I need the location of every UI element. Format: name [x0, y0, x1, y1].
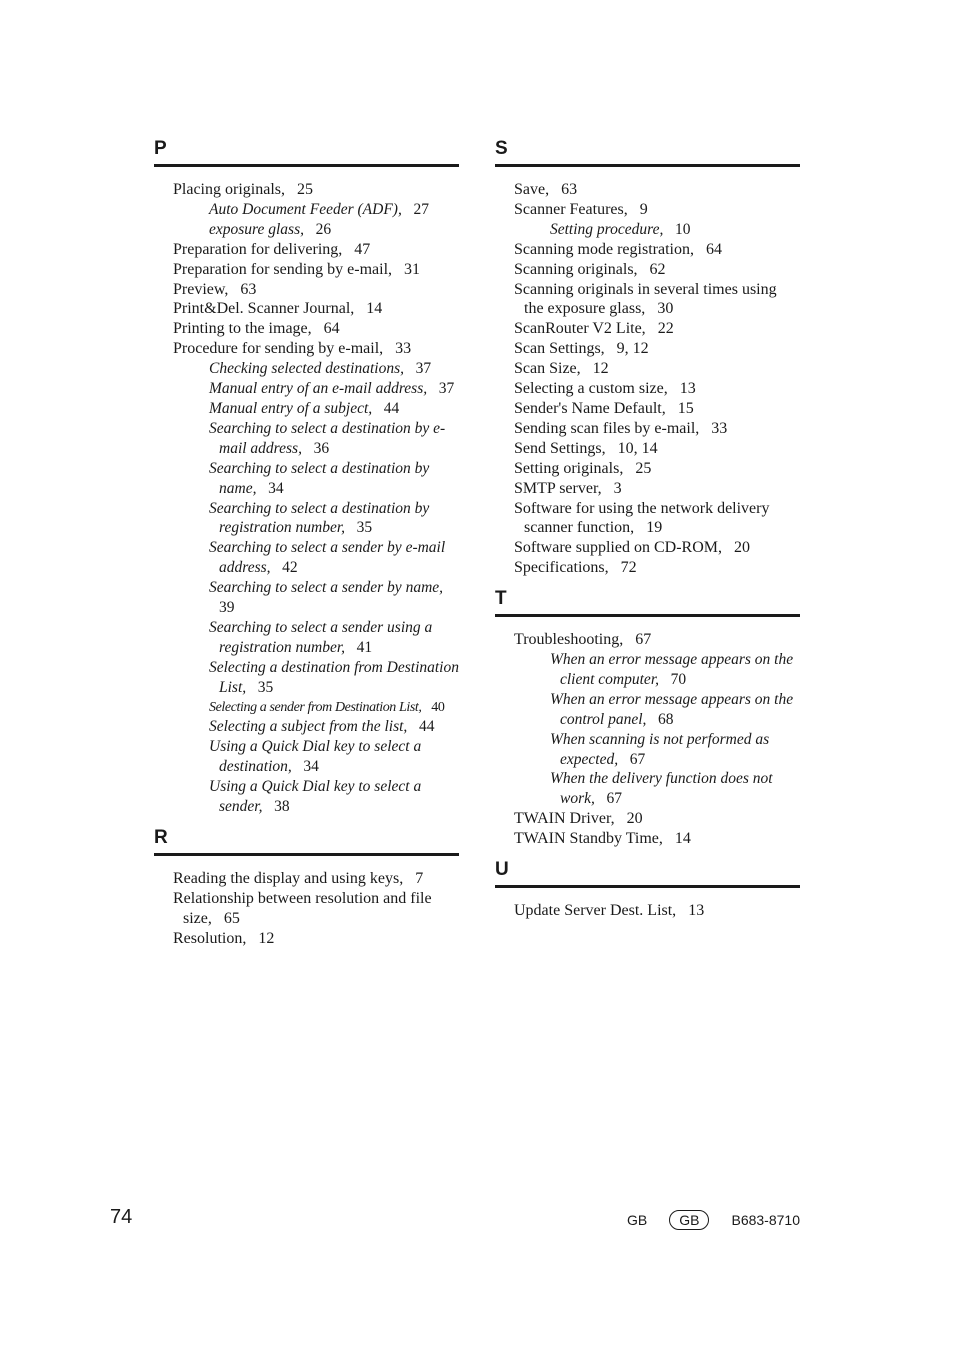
entry-page: 31 — [404, 260, 421, 278]
index-entry — [163, 280, 459, 300]
entry-page: 9 — [639, 200, 648, 218]
index-entry — [163, 929, 459, 949]
entry-page: 20 — [626, 810, 643, 828]
index-entry — [163, 889, 459, 929]
entry-text: Searching to select a destination by e-mail address, — [209, 419, 446, 457]
section-letter: T — [495, 588, 800, 617]
entry-page: 67 — [606, 790, 622, 808]
entry-text: Scan Size, — [514, 360, 581, 378]
entry-text: TWAIN Standby Time, — [514, 830, 663, 848]
entry-page: 25 — [296, 181, 313, 198]
index-subentry — [199, 359, 459, 379]
index-section-r — [154, 827, 459, 949]
index-entry — [504, 809, 800, 829]
entry-text: Resolution, — [173, 929, 247, 947]
entry-page: 27 — [413, 200, 429, 218]
entry-page: 47 — [354, 240, 371, 258]
entry-text: Selecting a destination from Destination List, — [209, 658, 459, 696]
entry-page: 25 — [635, 459, 652, 477]
entry-text: Scan Settings, — [514, 340, 605, 358]
index-subentry — [199, 618, 459, 658]
language-label: GB — [627, 1212, 648, 1228]
index-subentry — [199, 459, 459, 499]
entry-text: Save, — [514, 181, 550, 198]
index-section-u — [495, 859, 800, 921]
entry-page: 10 — [674, 220, 691, 238]
entry-text: Send Settings, — [514, 439, 606, 457]
index-entry — [504, 399, 800, 419]
index-section-s — [495, 138, 800, 578]
entry-page: 22 — [657, 320, 674, 338]
entry-text: Manual entry of a subject, — [209, 399, 373, 417]
index-entry — [504, 280, 800, 320]
index-subentry — [540, 730, 800, 770]
entry-page: 34 — [268, 479, 284, 497]
entry-page: 12 — [258, 929, 275, 947]
index-entry — [504, 379, 800, 399]
index-subentry — [199, 737, 459, 777]
index-subentry — [540, 769, 800, 809]
index-entry — [163, 299, 459, 319]
index-entry — [504, 479, 800, 499]
entry-text: When the delivery function does not work, — [550, 770, 773, 808]
entry-page: 41 — [356, 638, 373, 656]
page-number: 74 — [110, 1206, 133, 1228]
entry-page: 67 — [635, 631, 652, 649]
index-subentry — [540, 690, 800, 730]
entry-text: Printing to the image, — [173, 320, 312, 338]
entry-page: 9, 12 — [616, 340, 649, 358]
index-entry — [163, 180, 459, 200]
entry-page: 42 — [282, 559, 298, 577]
index-entry — [504, 439, 800, 459]
entry-text: Searching to select a sender by name, — [209, 579, 444, 597]
entry-text: Troubleshooting, — [514, 631, 624, 649]
entry-page: 70 — [670, 670, 687, 688]
entry-page: 34 — [303, 758, 319, 776]
entry-page: 12 — [592, 360, 609, 378]
entry-text: Searching to select a destination by name, — [209, 459, 430, 497]
entry-text: exposure glass, — [209, 220, 304, 238]
index-entry — [504, 901, 800, 921]
entry-page: 39 — [219, 599, 235, 617]
entry-text: When an error message appears on the control panel, — [550, 690, 794, 728]
entry-text: Sender's Name Default, — [514, 399, 666, 417]
entry-page: 68 — [658, 710, 674, 728]
entry-page: 14 — [366, 300, 383, 318]
entry-text: Selecting a custom size, — [514, 380, 668, 398]
entry-page: 13 — [679, 380, 696, 398]
entry-text: Placing originals, — [173, 181, 285, 198]
index-subentry — [540, 220, 800, 240]
index-subentry — [199, 220, 459, 240]
entry-text: Scanning mode registration, — [514, 240, 694, 258]
entry-text: Setting originals, — [514, 459, 624, 477]
index-entry — [504, 829, 800, 849]
index-entry — [504, 260, 800, 280]
entry-text: Searching to select a destination by registration number, — [209, 499, 430, 537]
index-entry — [504, 538, 800, 558]
entry-page: 67 — [629, 750, 646, 768]
index-entry — [504, 180, 800, 200]
index-entry — [163, 339, 459, 359]
entry-page: 15 — [677, 399, 694, 417]
index-column-left — [154, 138, 459, 959]
entry-text: Specifications, — [514, 559, 609, 577]
entry-page: 13 — [688, 902, 705, 920]
entry-page: 62 — [649, 260, 666, 278]
entry-text: Scanning originals in several times using the exposure glass, — [514, 280, 777, 318]
entry-text: Preparation for delivering, — [173, 240, 343, 258]
entry-page: 44 — [383, 399, 400, 417]
index-entry — [504, 200, 800, 220]
entry-page: 40 — [431, 699, 445, 715]
entry-text: Preparation for sending by e-mail, — [173, 260, 393, 278]
index-entry — [504, 419, 800, 439]
entry-text: ScanRouter V2 Lite, — [514, 320, 646, 338]
index-subentry — [199, 777, 459, 817]
entry-page: 35 — [257, 678, 274, 696]
index-subentry — [199, 538, 459, 578]
entry-text: Software for using the network delivery scanner function, — [514, 499, 770, 537]
entry-text: When an error message appears on the client computer, — [550, 651, 794, 688]
entry-page: 36 — [313, 439, 330, 457]
entry-text: Using a Quick Dial key to select a destination, — [209, 738, 422, 776]
entry-page: 19 — [646, 519, 663, 537]
entry-text: Searching to select a sender by e-mail address, — [209, 539, 446, 577]
entry-page: 63 — [561, 181, 578, 198]
index-section-t — [495, 588, 800, 849]
footer-meta — [627, 1210, 800, 1230]
entry-page: 10, 14 — [617, 439, 658, 457]
index-entry — [504, 240, 800, 260]
entry-text: Software supplied on CD-ROM, — [514, 539, 722, 557]
index-entry — [504, 359, 800, 379]
index-subentry — [199, 698, 459, 718]
entry-text: Auto Document Feeder (ADF), — [209, 200, 402, 218]
entry-text: Scanning originals, — [514, 260, 638, 278]
index-entry — [504, 499, 800, 539]
entry-page: 38 — [274, 798, 290, 816]
entry-text: Sending scan files by e-mail, — [514, 419, 700, 437]
index-subentry — [199, 717, 459, 737]
index-subentry — [199, 399, 459, 419]
entry-text: When scanning is not performed as expected, — [550, 730, 770, 768]
index-entry — [163, 240, 459, 260]
entry-text: Scanner Features, — [514, 200, 628, 218]
index-subentry — [199, 200, 459, 220]
entry-text: Using a Quick Dial key to select a sender, — [209, 778, 422, 816]
index-entry — [163, 869, 459, 889]
section-letter: R — [154, 827, 459, 856]
index-subentry — [540, 650, 800, 690]
entry-text: SMTP server, — [514, 479, 602, 497]
index-column-right — [495, 138, 800, 931]
section-letter: P — [154, 138, 459, 167]
language-badge: GB — [669, 1210, 709, 1230]
entry-text: Selecting a subject from the list, — [209, 718, 408, 736]
entry-page: 3 — [613, 479, 622, 497]
index-entry — [163, 319, 459, 339]
index-entry — [504, 630, 800, 650]
index-entry — [504, 319, 800, 339]
entry-text: Print&Del. Scanner Journal, — [173, 300, 355, 318]
entry-page: 30 — [657, 300, 674, 318]
index-entry — [163, 260, 459, 280]
index-subentry — [199, 499, 459, 539]
entry-page: 63 — [240, 280, 257, 298]
entry-text: Reading the display and using keys, — [173, 870, 404, 887]
entry-page: 65 — [223, 909, 240, 927]
entry-text: Preview, — [173, 280, 229, 298]
entry-text: Setting procedure, — [550, 220, 664, 238]
entry-page: 14 — [674, 830, 691, 848]
entry-page: 64 — [705, 240, 722, 258]
entry-page: 37 — [438, 380, 455, 398]
entry-page: 20 — [733, 539, 750, 557]
entry-text: TWAIN Driver, — [514, 810, 615, 828]
index-subentry — [199, 578, 459, 618]
section-letter: S — [495, 138, 800, 167]
entry-text: Manual entry of an e-mail address, — [209, 380, 428, 398]
entry-page: 72 — [620, 559, 637, 577]
index-subentry — [199, 379, 459, 399]
index-subentry — [199, 658, 459, 698]
entry-text: Checking selected destinations, — [209, 360, 404, 378]
index-section-p — [154, 138, 459, 817]
index-subentry — [199, 419, 459, 459]
index-entry — [504, 339, 800, 359]
entry-page: 64 — [323, 320, 340, 338]
entry-page: 44 — [418, 718, 435, 736]
section-letter: U — [495, 859, 800, 888]
entry-page: 33 — [711, 419, 728, 437]
entry-text: Procedure for sending by e-mail, — [173, 340, 384, 358]
entry-page: 35 — [356, 519, 373, 537]
entry-page: 33 — [395, 340, 412, 358]
entry-page: 26 — [315, 220, 332, 238]
index-entry — [504, 459, 800, 479]
document-code: B683-8710 — [731, 1212, 800, 1228]
entry-page: 37 — [415, 360, 432, 378]
entry-text: Selecting a sender from Destination List, — [209, 699, 422, 715]
entry-text: Update Server Dest. List, — [514, 902, 677, 920]
entry-text: Searching to select a sender using a registration number, — [209, 618, 433, 656]
index-entry — [504, 558, 800, 578]
entry-page: 7 — [415, 870, 424, 887]
entry-text: Relationship between resolution and file size, — [173, 889, 432, 927]
